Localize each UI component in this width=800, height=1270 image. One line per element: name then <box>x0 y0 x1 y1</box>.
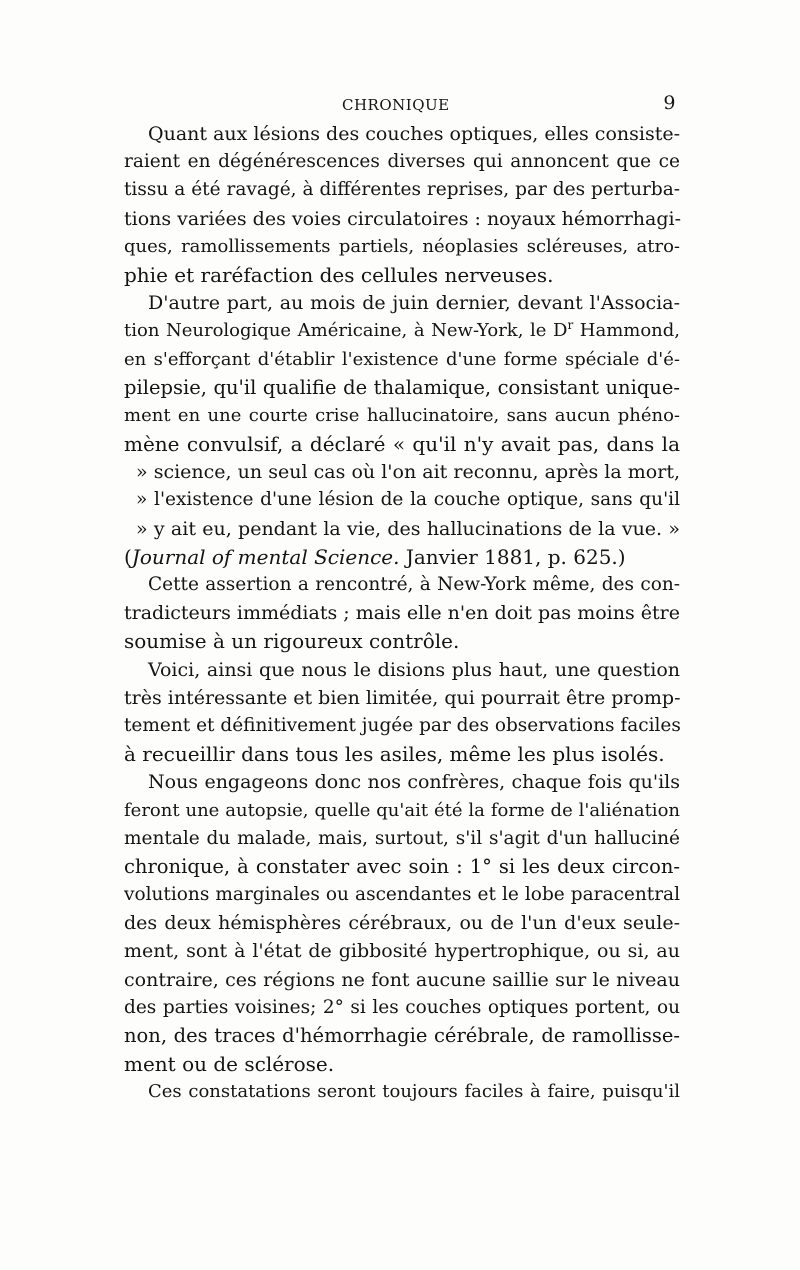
citation-line <box>124 543 680 571</box>
citation-title: Journal of mental Science. <box>131 544 400 569</box>
text-line: pilepsie, qu'il qualifie de thalamique, consistant unique- <box>124 375 680 399</box>
text-line: des deux hémisphères cérébraux, ou de l'un d'eux seule- <box>124 912 680 935</box>
text-line: feront une autopsie, quelle qu'ait été la forme de l'aliénation <box>124 799 680 821</box>
text-line: tradicteurs immédiats ; mais elle n'en doit pas moins être <box>124 602 680 625</box>
text-line: » l'existence d'une lésion de la couche optique, sans qu'il <box>136 489 680 511</box>
text-line: chronique, à constater avec soin : 1° si les deux circon- <box>124 854 680 878</box>
citation-rest: Janvier 1881, p. 625.) <box>399 544 626 569</box>
text-line: très intéressante et bien limitée, qui pourrait être promp- <box>124 686 681 709</box>
text-line: soumise à un rigoureux contrôle. <box>124 629 460 654</box>
text-line: ment, sont à l'état de gibbosité hypertrophique, ou si, au <box>124 940 680 963</box>
text-line: Nous engageons donc nos confrères, chaque fois qu'ils <box>148 771 680 794</box>
text-line: à recueillir dans tous les asiles, même les plus isolés. <box>124 742 665 767</box>
text-line: non, des traces d'hémorrhagie cérébrale, de ramollisse- <box>124 1024 680 1047</box>
text-line: phie et raréfaction des cellules nerveuses. <box>124 262 554 287</box>
text-line: Voici, ainsi que nous le disions plus haut, une question <box>148 658 680 681</box>
body-text <box>124 120 680 1107</box>
page-number: 9 <box>663 92 676 114</box>
text-line: mentale du malade, mais, surtout, s'il s'agit d'un halluciné <box>124 827 680 849</box>
text-fragment: tion Neurologique Américaine, à New-York, le D <box>124 320 568 342</box>
text-fragment: Hammond, <box>573 320 680 342</box>
citation-open: ( <box>124 544 132 569</box>
text-line: raient en dégénérescences diverses qui annoncent que ce <box>124 151 680 173</box>
text-line: tissu a été ravagé, à différentes reprises, par des perturba- <box>124 179 680 201</box>
superscript: r <box>567 318 574 333</box>
text-line: ment en une courte crise hallucinatoire, sans aucun phéno- <box>124 404 680 426</box>
text-line: volutions marginales ou ascendantes et le lobe paracentral <box>124 884 680 906</box>
text-line: » y ait eu, pendant la vie, des hallucinations de la vue. » <box>136 517 680 540</box>
text-line: des parties voisines; 2° si les couches optiques portent, ou <box>124 996 680 1018</box>
running-title: CHRONIQUE <box>342 96 450 114</box>
text-line <box>124 317 680 345</box>
text-line: tement et définitivement jugée par des observations faciles <box>124 714 681 736</box>
running-head <box>122 92 682 122</box>
text-line: Ces constatations seront toujours faciles à faire, puisqu'il <box>148 1081 680 1103</box>
text-line: tions variées des voies circulatoires : noyaux hémorrhagi- <box>124 207 682 230</box>
text-line: ques, ramollissements partiels, néoplasies scléreuses, atro- <box>124 235 680 257</box>
text-line: contraire, ces régions ne font aucune saillie sur le niveau <box>124 968 680 991</box>
text-line: D'autre part, au mois de juin dernier, devant l'Associa- <box>148 292 680 315</box>
text-line: Cette assertion a rencontré, à New-York même, des con- <box>148 574 680 595</box>
text-line: ment ou de sclérose. <box>124 1052 335 1077</box>
text-line: mène convulsif, a déclaré « qu'il n'y avait pas, dans la <box>124 432 680 457</box>
text-line: Quant aux lésions des couches optiques, elles consiste- <box>148 123 680 145</box>
text-line: en s'efforçant d'établir l'existence d'une forme spéciale d'é- <box>124 348 680 370</box>
text-line: » science, un seul cas où l'on ait reconnu, après la mort, <box>136 461 680 484</box>
